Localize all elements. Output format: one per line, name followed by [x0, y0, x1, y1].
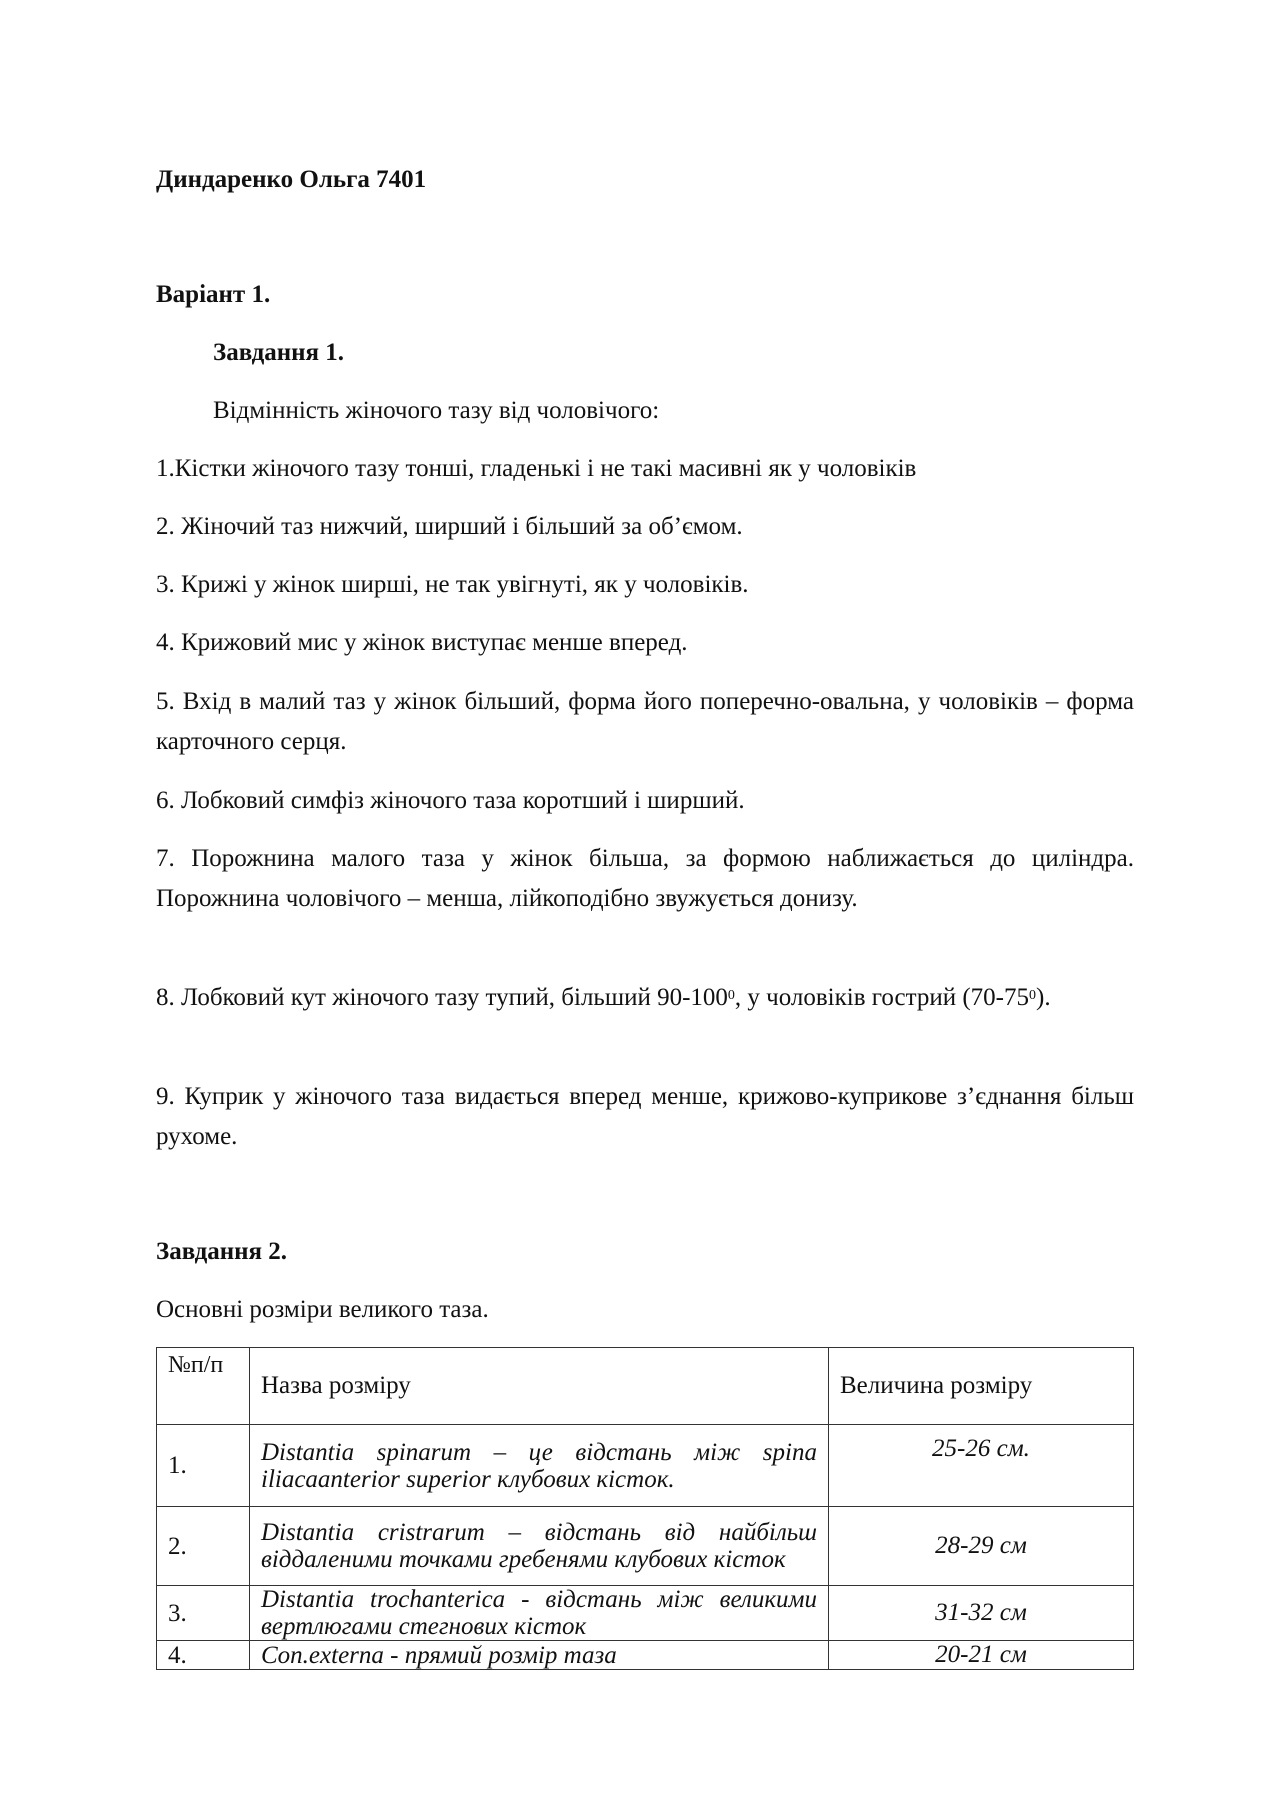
task1-item-2: 2. Жіночий таз нижчий, ширший і більший за об’ємом.: [156, 513, 743, 540]
variant-heading: Варіант 1.: [156, 281, 271, 308]
task1-item-8: [156, 978, 1134, 1018]
task1-item-6: 6. Лобковий симфіз жіночого таза коротший і ширший.: [156, 787, 745, 814]
header-size-value: Величина розміру: [829, 1348, 1134, 1425]
table-row: [157, 1507, 1134, 1586]
row-size-name: Distantia trochanterica - відстань між великими вертлюгами стегнових кісток: [250, 1586, 829, 1641]
header-number: №п/п: [157, 1348, 250, 1425]
item8-text-1: 8. Лобковий кут жіночого тазу тупий, більший 90-100: [156, 984, 728, 1011]
degree-superscript: 0: [727, 988, 735, 1003]
table-header-row: [157, 1348, 1134, 1425]
row-size-name: Distantia cristrarum – відстань від найбільш віддаленими точками гребенями клубових кісток: [250, 1507, 829, 1586]
task1-item-7: 7. Порожнина малого таза у жінок більша, за формою наближається до циліндра. Порожнина чоловічого – менша, лійкоподібно звужується донизу.: [156, 845, 1134, 912]
item8-text-2: , у чоловіків гострий (70-75: [734, 984, 1030, 1011]
row-number: 1.: [157, 1425, 250, 1507]
task1-item-5: 5. Вхід в малий таз у жінок більший, форма його поперечно-овальна, у чоловіків – форма карточного серця.: [156, 688, 1134, 755]
table-row: [157, 1586, 1134, 1641]
task1-title: Завдання 1.: [213, 339, 345, 366]
row-number: 3.: [157, 1586, 250, 1641]
row-size-value: 25-26 см.: [829, 1425, 1134, 1507]
author-heading: Диндаренко Ольга 7401: [156, 166, 427, 193]
row-number: 4.: [157, 1641, 250, 1670]
row-size-value: 20-21 см: [829, 1641, 1134, 1670]
row-size-name: Con.externa - прямий розмір таза: [250, 1641, 829, 1670]
task2-intro: Основні розміри великого таза.: [156, 1296, 489, 1323]
row-size-value: 28-29 см: [829, 1507, 1134, 1586]
task1-intro: Відмінність жіночого тазу від чоловічого:: [213, 397, 660, 424]
task1-item-1: 1.Кістки жіночого тазу тонші, гладенькі і не такі масивні як у чоловіків: [156, 455, 917, 482]
task1-item-3: 3. Крижі у жінок ширші, не так увігнуті, як у чоловіків.: [156, 571, 749, 598]
task1-item-9: 9. Куприк у жіночого таза видається вперед менше, крижово-куприкове з’єднання більш рухоме.: [156, 1083, 1134, 1150]
row-number: 2.: [157, 1507, 250, 1586]
table-row: [157, 1641, 1134, 1670]
header-size-name: Назва розміру: [250, 1348, 829, 1425]
degree-superscript: 0: [1029, 988, 1037, 1003]
table-row: [157, 1425, 1134, 1507]
task1-item-4: 4. Крижовий мис у жінок виступає менше вперед.: [156, 629, 688, 656]
task2-title: Завдання 2.: [156, 1238, 288, 1265]
row-size-name: Distantia spinarum – це відстань між spina iliacaanterior superior клубових кісток.: [250, 1425, 829, 1507]
item8-text-3: ).: [1036, 984, 1051, 1011]
row-size-value: 31-32 см: [829, 1586, 1134, 1641]
pelvis-sizes-table: [156, 1347, 1134, 1670]
